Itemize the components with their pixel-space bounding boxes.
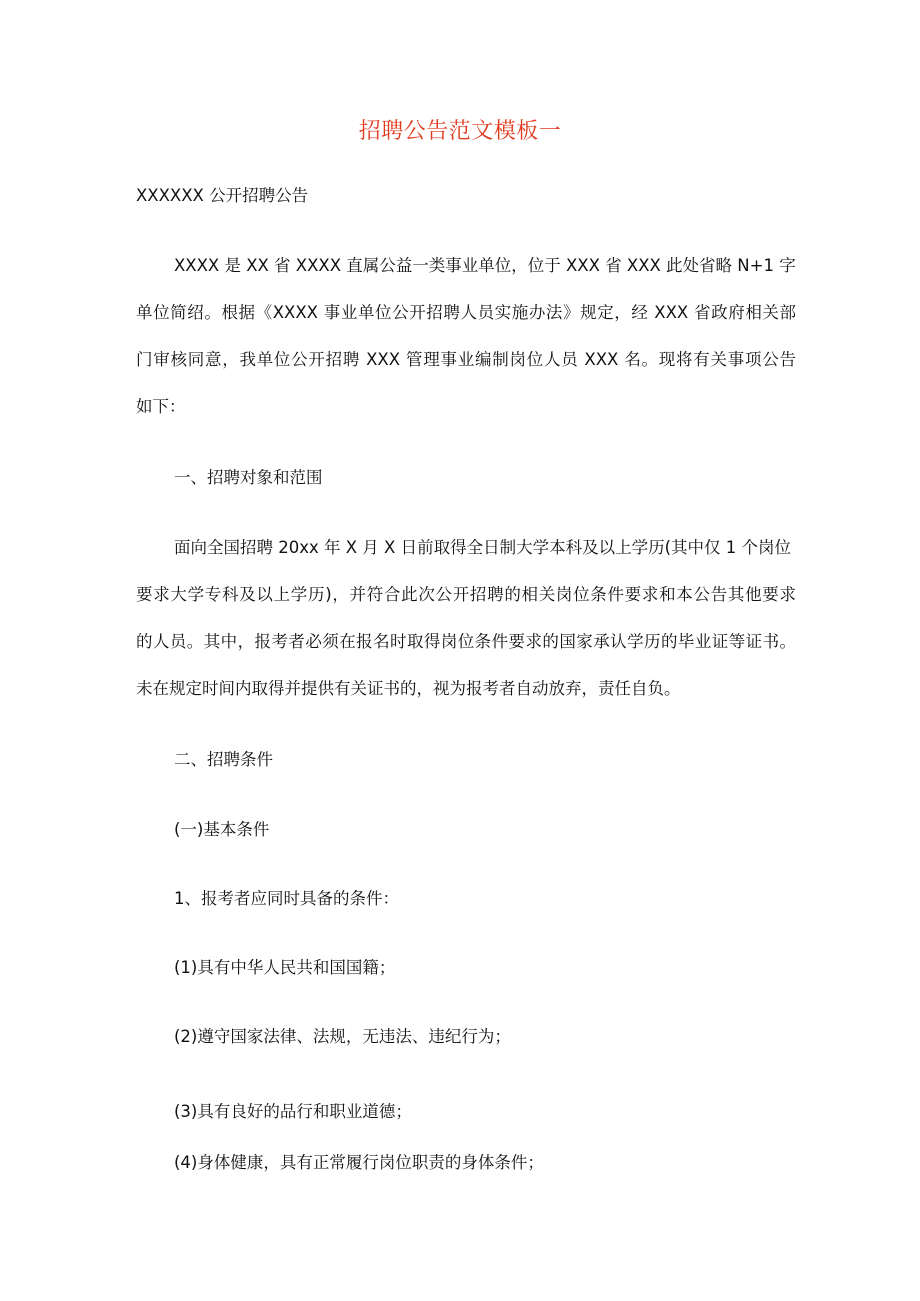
condition-item: (3)具有良好的品行和职业道德； xyxy=(174,1102,412,1121)
document-title: 招聘公告范文模板一 xyxy=(358,119,562,144)
intro-line-4: 如下： xyxy=(136,397,186,416)
section-1-line-1: 面向全国招聘 20xx 年 X 月 X 日前取得全日制大学本科及以上学历(其中仅 1 个岗位 xyxy=(174,538,792,557)
section-2-heading: 二、招聘条件 xyxy=(174,750,273,769)
condition-item: (1)具有中华人民共和国国籍； xyxy=(174,958,396,977)
section-1-line-2: 要求大学专科及以上学历)，并符合此次公开招聘的相关岗位条件要求和本公告其他要求 xyxy=(136,585,796,604)
announcement-heading: XXXXXX 公开招聘公告 xyxy=(136,186,309,205)
condition-intro: 1、报考者应同时具备的条件： xyxy=(174,889,399,908)
section-1-line-3: 的人员。其中，报考者必须在报名时取得岗位条件要求的国家承认学历的毕业证等证书。 xyxy=(136,632,796,651)
intro-line-2: 单位简绍。根据《XXXX 事业单位公开招聘人员实施办法》规定，经 XXX 省政府相关部 xyxy=(136,303,796,322)
intro-line-3: 门审核同意，我单位公开招聘 XXX 管理事业编制岗位人员 XXX 名。现将有关事项公告 xyxy=(136,350,796,369)
section-1-line-4: 未在规定时间内取得并提供有关证书的，视为报考者自动放弃，责任自负。 xyxy=(136,679,681,698)
condition-item: (4)身体健康，具有正常履行岗位职责的身体条件； xyxy=(174,1153,544,1172)
condition-item: (2)遵守国家法律、法规，无违法、违纪行为； xyxy=(174,1027,511,1046)
basic-conditions-heading: (一)基本条件 xyxy=(174,820,270,839)
section-1-heading: 一、招聘对象和范围 xyxy=(174,468,323,487)
intro-line-1: XXXX 是 XX 省 XXXX 直属公益一类事业单位，位于 XXX 省 XXX 此处省略 N+1 字 xyxy=(174,256,796,275)
